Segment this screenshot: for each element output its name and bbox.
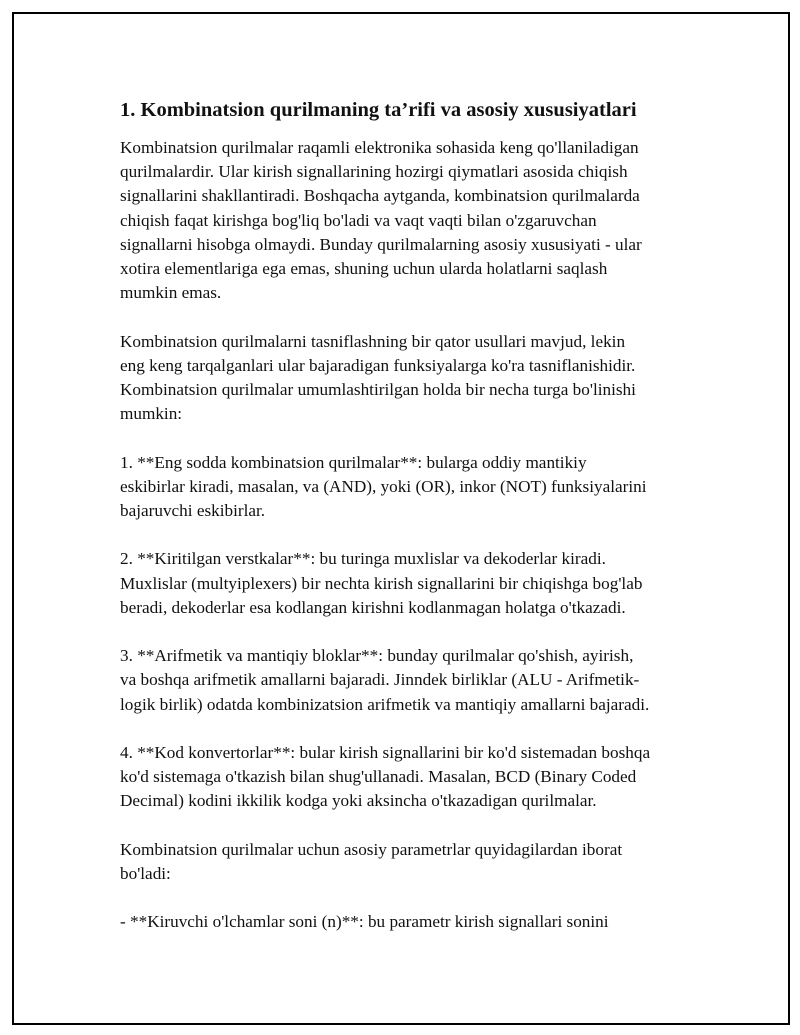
text-line: - **Kiruvchi o'lchamlar soni (n)**: bu parametr kirish signallari sonini: [120, 912, 609, 932]
list-item-simple-devices: [120, 451, 710, 524]
text-line: va boshqa arifmetik amallarni bajaradi. Jinndek birliklar (ALU - Arifmetik-: [120, 670, 640, 690]
text-line: xotira elementlariga ega emas, shuning uchun ularda holatlarni saqlash: [120, 259, 608, 279]
text-line: mumkin:: [120, 404, 183, 424]
section-heading: 1. Kombinatsion qurilmaning ta’rifi va asosiy xususiyatlari: [120, 99, 637, 121]
list-item-code-converters: [120, 741, 710, 814]
text-line: beradi, dekoderlar esa kodlangan kirishni kodlanmagan holatga o'tkazadi.: [120, 597, 626, 617]
list-item-input-count: [120, 910, 710, 934]
text-line: chiqish faqat kirishga bog'liq bo'ladi va vaqt vaqti bilan o'zgaruvchan: [120, 210, 597, 230]
text-line: Kombinatsion qurilmalarni tasniflashning bir qator usullari mavjud, lekin: [120, 331, 626, 351]
text-line: 2. **Kiritilgan verstkalar**: bu turinga muxlislar va dekoderlar kiradi.: [120, 549, 606, 569]
text-line: Kombinatsion qurilmalar raqamli elektronika sohasida keng qo'llaniladigan: [120, 138, 639, 157]
page-frame: [12, 12, 790, 1025]
text-line: logik birlik) odatda kombinizatsion arifmetik va mantiqiy amallarni bajaradi.: [120, 694, 650, 714]
text-line: eskibirlar kiradi, masalan, va (AND), yoki (OR), inkor (NOT) funksiyalarini: [120, 476, 647, 496]
text-line: bajaruvchi eskibirlar.: [120, 501, 266, 521]
text-line: 3. **Arifmetik va mantiqiy bloklar**: bunday qurilmalar qo'shish, ayirish,: [120, 646, 634, 666]
text-line: Kombinatsion qurilmalar umumlashtirilgan holda bir necha turga bo'linishi: [120, 380, 636, 400]
text-line: mumkin emas.: [120, 283, 222, 303]
paragraph-definition: [120, 136, 710, 305]
text-line: ko'd sistemaga o'tkazish bilan shug'ullanadi. Masalan, BCD (Binary Coded: [120, 767, 637, 787]
text-line: 1. **Eng sodda kombinatsion qurilmalar**: bularga oddiy mantikiy: [120, 452, 587, 472]
text-line: eng keng tarqalganlari ular bajaradigan funksiyalarga ko'ra tasniflanishidir.: [120, 355, 636, 375]
paragraph-classification: [120, 330, 710, 427]
document-body: [120, 96, 710, 935]
paragraph-parameters-intro: [120, 838, 710, 886]
text-line: 4. **Kod konvertorlar**: bular kirish signallarini bir ko'd sistemadan boshqa: [120, 743, 651, 762]
text-line: bo'ladi:: [120, 864, 171, 883]
text-line: qurilmalardir. Ular kirish signallarining hozirgi qiymatlari asosida chiqish: [120, 162, 628, 182]
text-line: signallarini shakllantiradi. Boshqacha aytganda, kombinatsion qurilmalarda: [120, 186, 640, 206]
text-line: Muxlislar (multyiplexers) bir nechta kirish signallarini bir chiqishga bog'lab: [120, 573, 643, 593]
list-item-multiplexers-decoders: [120, 547, 710, 620]
list-item-arithmetic-logic-blocks: [120, 644, 710, 717]
text-line: Decimal) kodini ikkilik kodga yoki aksincha o'tkazadigan qurilmalar.: [120, 791, 597, 811]
text-line: signallarni hisobga olmaydi. Bunday qurilmalarning asosiy xususiyati - ular: [120, 234, 642, 254]
text-line: Kombinatsion qurilmalar uchun asosiy parametrlar quyidagilardan iborat: [120, 839, 623, 859]
